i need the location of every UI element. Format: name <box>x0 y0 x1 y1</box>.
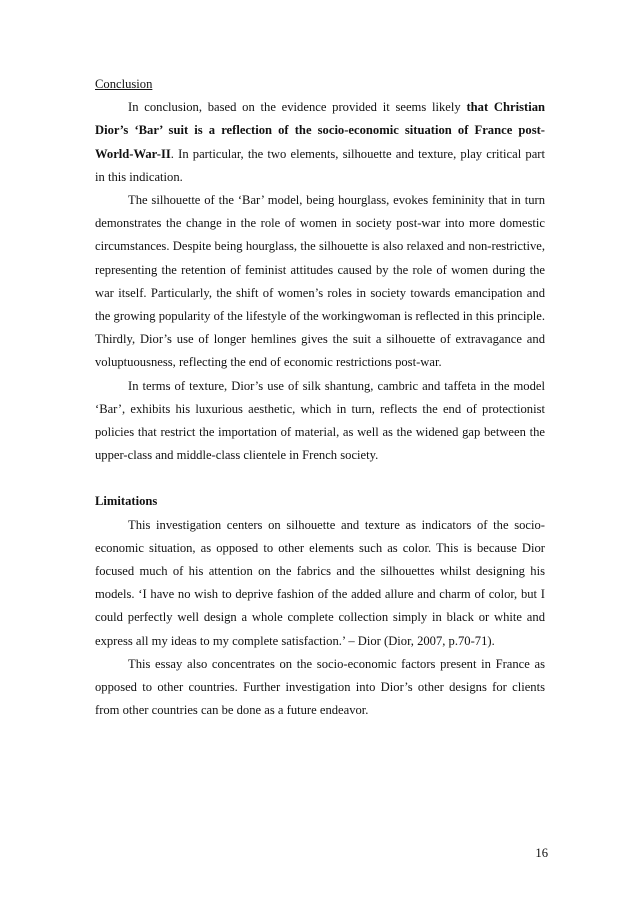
conclusion-p1-lead: In conclusion, based on the evidence provided it seems likely <box>128 100 467 115</box>
conclusion-p1-thesis: that Christian Dior’s ‘Bar’ suit is a reflection of the socio-economic situation of France post-World-War-II <box>95 100 546 161</box>
conclusion-paragraph-2: The silhouette of the ‘Bar’ model, being hourglass, evokes femininity that in turn demonstrates the change in the role of women in society post-war into more domestic circumstances. Despite being hourglass, the silhouette is also relaxed and non-restrictive, representing the retention of feminist attitudes caused by the role of women during the war itself. Particularly, the shift of women’s roles in society towards emancipation and the growing popularity of the lifestyle of the workingwoman is reflected in this principle. Thirdly, Dior’s use of longer hemlines gives the suit a silhouette of extravagance and voluptuousness, reflecting the end of economic restrictions post-war. <box>95 193 545 370</box>
limitations-heading: Limitations <box>95 494 158 509</box>
conclusion-p1-rest: . In particular, the two elements, silhouette and texture, play critical part in this indication. <box>95 146 545 184</box>
conclusion-heading: Conclusion <box>95 77 153 91</box>
page-content <box>95 73 545 722</box>
conclusion-paragraph-3: In terms of texture, Dior’s use of silk shantung, cambric and taffeta in the model ‘Bar’, exhibits his luxurious aesthetic, which in turn, reflects the end of protectionist policies that restrict the importation of material, as well as the widened gap between the upper-class and middle-class clientele in French society. <box>95 378 545 463</box>
limitations-paragraph-1: This investigation centers on silhouette and texture as indicators of the socio-economic situation, as opposed to other elements such as color. This is because Dior focused much of his attention on the fabrics and the silhouettes whilst designing his models. ‘I have no wish to deprive fashion of the added allure and charm of color, but I could perfectly well design a whole complete collection simply in black or white and express all my ideas to my complete satisfaction.’ – Dior (Dior, 2007, p.70-71). <box>95 517 545 648</box>
section-spacer <box>95 467 545 490</box>
conclusion-paragraph-1 <box>95 96 545 189</box>
page-number: 16 <box>535 846 548 860</box>
limitations-paragraph-2: This essay also concentrates on the socio-economic factors present in France as opposed to other countries. Further investigation into Dior’s other designs for clients from other countries can be done as a future endeavor. <box>95 656 545 718</box>
